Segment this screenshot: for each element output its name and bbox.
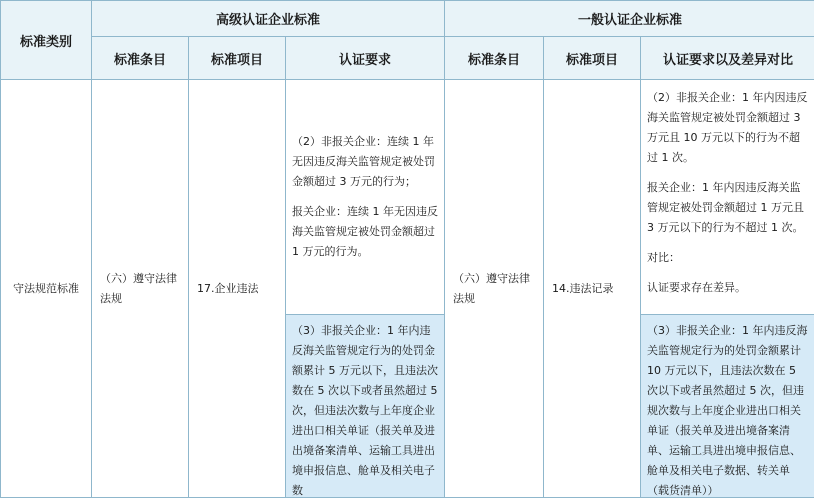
adv-requirement-top <box>286 80 445 315</box>
adv-req-paragraph: 报关企业：连续 1 年无因违反海关监管规定被处罚金额超过 1 万元的行为。 <box>292 205 438 258</box>
header-gen-item: 标准条目 <box>445 37 544 80</box>
header-gen-requirement: 认证要求以及差异对比 <box>641 37 814 80</box>
adv-item-cell: （六）遵守法律法规 <box>92 80 189 498</box>
header-adv-project: 标准项目 <box>189 37 286 80</box>
header-gen-project: 标准项目 <box>544 37 641 80</box>
gen-req-paragraph: 认证要求存在差异。 <box>647 281 747 294</box>
adv-req-paragraph: （2）非报关企业：连续 1 年无因违反海关监管规定被处罚金额超过 3 万元的行为； <box>292 135 435 188</box>
gen-item-cell: （六）遵守法律法规 <box>445 80 544 498</box>
adv-project-cell: 17.企业违法 <box>189 80 286 498</box>
gen-req-paragraph: 对比： <box>647 251 681 264</box>
header-adv-requirement: 认证要求 <box>286 37 445 80</box>
header-general-group: 一般认证企业标准 <box>445 1 814 37</box>
gen-req-paragraph-3: （3）非报关企业：1 年内违反海关监管规定行为的处罚金额累计 10 万元以下，且违法次数在 5 次以下或者虽然超过 5 次，但违规次数与上年度企业进出口相关单证（报关单及进出境备案清单、运输工具进出境申报信息、舱单及相关电子数据、转关单（载货清单）） <box>647 324 808 497</box>
adv-requirement-bottom <box>286 315 445 498</box>
category-cell: 守法规范标准 <box>1 80 92 498</box>
gen-req-paragraph: 报关企业：1 年内因违反海关监管规定被处罚金额超过 1 万元且 3 万元以下的行为不超过 1 次。 <box>647 181 805 234</box>
gen-requirement-top <box>641 80 814 315</box>
header-adv-item: 标准条目 <box>92 37 189 80</box>
gen-requirement-bottom <box>641 315 814 498</box>
gen-project-cell: 14.违法记录 <box>544 80 641 498</box>
header-advanced-group: 高级认证企业标准 <box>92 1 445 37</box>
gen-req-paragraph: （2）非报关企业：1 年内因违反海关监管规定被处罚金额超过 3 万元且 10 万元以下的行为不超过 1 次。 <box>647 91 808 164</box>
adv-req-paragraph-3: （3）非报关企业：1 年内违反海关监管规定行为的处罚金额累计 5 万元以下，且违法次数在 5 次以下或者虽然超过 5 次，但违法次数与上年度企业进出口相关单证（报关单及进出境备案清单、运输工具进出境申报信息、舱单及相关电子数 <box>292 324 438 497</box>
header-category: 标准类别 <box>1 1 92 80</box>
